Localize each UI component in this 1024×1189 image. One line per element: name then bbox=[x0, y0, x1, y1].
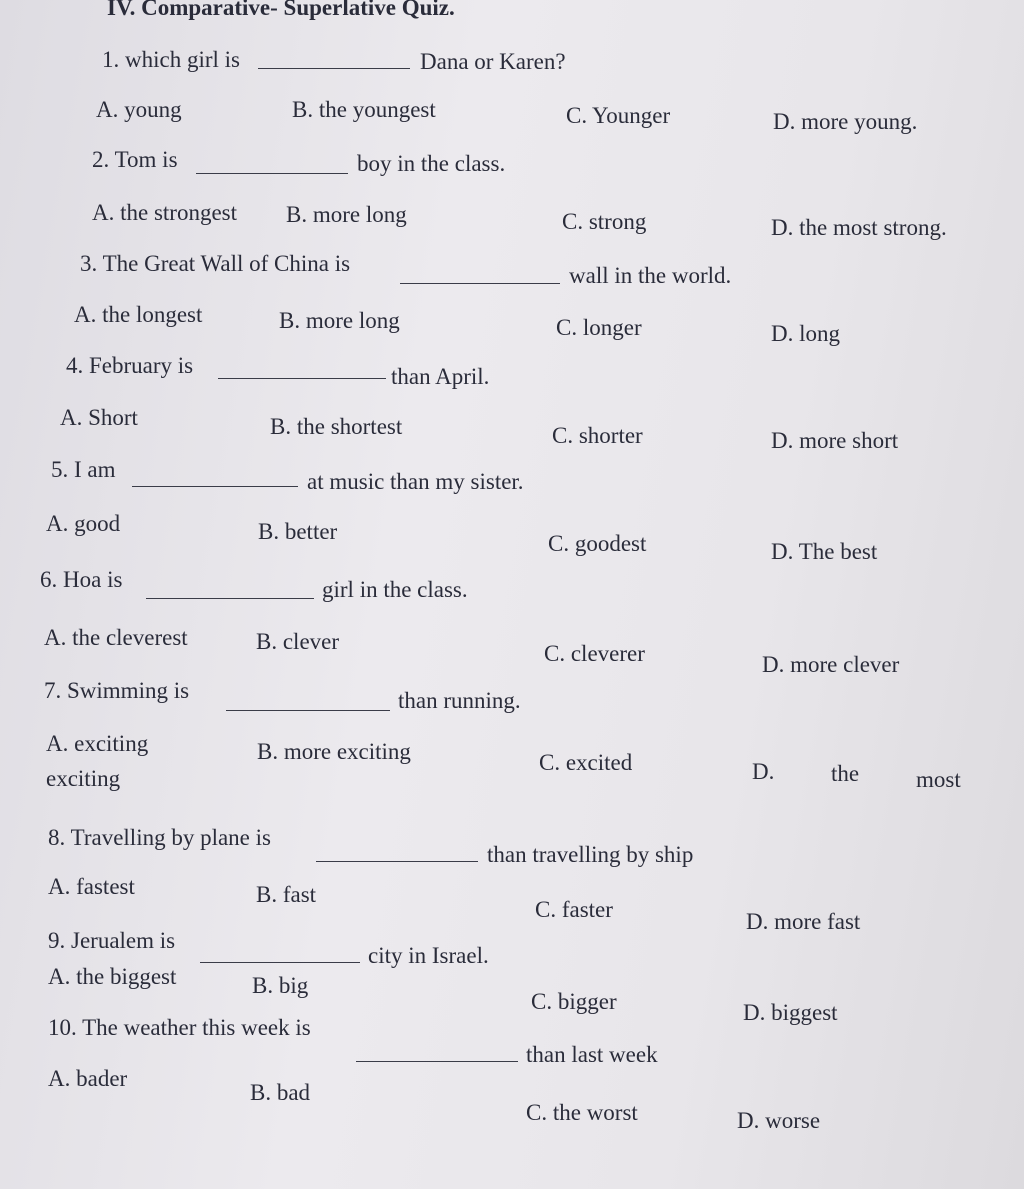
option-a: A. the longest bbox=[74, 302, 203, 327]
option-b: B. the youngest bbox=[292, 97, 436, 122]
answer-blank bbox=[226, 710, 390, 711]
question-4-tail: than April. bbox=[391, 364, 490, 389]
option-d: D. more fast bbox=[746, 909, 861, 934]
question-stem: The weather this week is bbox=[82, 1015, 311, 1040]
option-c: C. faster bbox=[535, 897, 613, 922]
question-stem: Tom is bbox=[114, 147, 178, 172]
answer-blank bbox=[316, 861, 478, 862]
option-d: D. biggest bbox=[743, 1000, 838, 1025]
option-b: B. big bbox=[252, 973, 309, 998]
question-number: 4. bbox=[66, 353, 84, 378]
option-d: D. more clever bbox=[762, 652, 900, 677]
option-d: D. the most strong. bbox=[771, 215, 947, 240]
option-c: C. excited bbox=[539, 750, 633, 775]
question-7 bbox=[44, 679, 189, 702]
question-number: 1. bbox=[102, 47, 120, 72]
option-a: A. the strongest bbox=[92, 200, 238, 225]
option-a: A. good bbox=[46, 511, 121, 536]
question-stem: I am bbox=[74, 457, 116, 482]
question-number: 7. bbox=[44, 678, 62, 703]
option-a: A. exciting bbox=[46, 731, 149, 756]
option-d-word: most bbox=[916, 767, 961, 792]
question-4 bbox=[66, 354, 193, 377]
question-number: 6. bbox=[40, 567, 58, 592]
option-c: C. longer bbox=[556, 315, 642, 340]
option-d: D. long bbox=[771, 321, 840, 346]
option-c: C. goodest bbox=[548, 531, 647, 556]
question-number: 9. bbox=[48, 928, 66, 953]
question-stem: February is bbox=[89, 353, 194, 378]
answer-blank bbox=[258, 68, 410, 69]
option-c: C. cleverer bbox=[544, 641, 645, 666]
question-stem: Travelling by plane is bbox=[70, 825, 271, 850]
question-number: 2. bbox=[92, 147, 110, 172]
question-9 bbox=[48, 929, 175, 952]
question-number: 3. bbox=[80, 251, 98, 276]
answer-blank bbox=[196, 173, 348, 174]
option-b: B. clever bbox=[256, 629, 340, 654]
answer-blank bbox=[400, 283, 560, 284]
option-a: A. the cleverest bbox=[44, 625, 188, 650]
answer-blank bbox=[146, 598, 314, 599]
answer-blank bbox=[356, 1061, 518, 1062]
option-d-continued: exciting bbox=[46, 766, 121, 791]
option-a: A. bader bbox=[48, 1066, 128, 1091]
answer-blank bbox=[132, 486, 298, 487]
question-stem: which girl is bbox=[125, 47, 240, 72]
question-1-tail: Dana or Karen? bbox=[420, 49, 566, 74]
option-c: C. Younger bbox=[566, 103, 671, 128]
question-7-tail: than running. bbox=[398, 688, 521, 713]
option-a: A. Short bbox=[60, 405, 138, 430]
question-1 bbox=[102, 48, 240, 71]
option-b: B. the shortest bbox=[270, 414, 403, 439]
option-b: B. better bbox=[258, 519, 338, 544]
quiz-title: IV. Comparative- Superlative Quiz. bbox=[107, 0, 455, 20]
option-b: B. bad bbox=[250, 1080, 311, 1105]
question-stem: Jerualem is bbox=[71, 928, 176, 953]
option-c: C. bigger bbox=[531, 989, 617, 1014]
answer-blank bbox=[218, 378, 386, 379]
question-2 bbox=[92, 148, 178, 171]
question-6 bbox=[40, 568, 122, 591]
question-10-tail: than last week bbox=[526, 1042, 658, 1067]
question-number: 10. bbox=[48, 1015, 77, 1040]
question-stem: Hoa is bbox=[63, 567, 123, 592]
option-b: B. more long bbox=[286, 202, 407, 227]
option-a: A. the biggest bbox=[48, 964, 177, 989]
question-10 bbox=[48, 1016, 311, 1039]
question-3-tail: wall in the world. bbox=[569, 263, 732, 288]
option-b: B. more exciting bbox=[257, 739, 411, 764]
question-stem: Swimming is bbox=[67, 678, 190, 703]
option-b: B. more long bbox=[279, 308, 400, 333]
question-8-tail: than travelling by ship bbox=[487, 842, 694, 867]
option-c: C. the worst bbox=[526, 1100, 638, 1125]
option-d: D. more young. bbox=[773, 109, 918, 134]
question-number: 8. bbox=[48, 825, 66, 850]
question-6-tail: girl in the class. bbox=[322, 577, 468, 602]
option-a: A. young bbox=[96, 97, 182, 122]
question-8 bbox=[48, 826, 271, 849]
option-d: D. The best bbox=[771, 539, 878, 564]
answer-blank bbox=[200, 962, 360, 963]
question-5 bbox=[51, 458, 116, 481]
question-number: 5. bbox=[51, 457, 69, 482]
question-9-tail: city in Israel. bbox=[368, 943, 489, 968]
question-5-tail: at music than my sister. bbox=[307, 469, 524, 494]
option-c: C. strong bbox=[562, 209, 647, 234]
question-3 bbox=[80, 252, 350, 275]
option-d: D. more short bbox=[771, 428, 899, 453]
option-a: A. fastest bbox=[48, 874, 135, 899]
option-d: D. bbox=[752, 759, 775, 784]
option-d-word: the bbox=[831, 761, 860, 786]
option-b: B. fast bbox=[256, 882, 317, 907]
option-c: C. shorter bbox=[552, 423, 643, 448]
question-2-tail: boy in the class. bbox=[357, 151, 506, 176]
question-stem: The Great Wall of China is bbox=[102, 251, 351, 276]
option-d: D. worse bbox=[737, 1108, 821, 1133]
